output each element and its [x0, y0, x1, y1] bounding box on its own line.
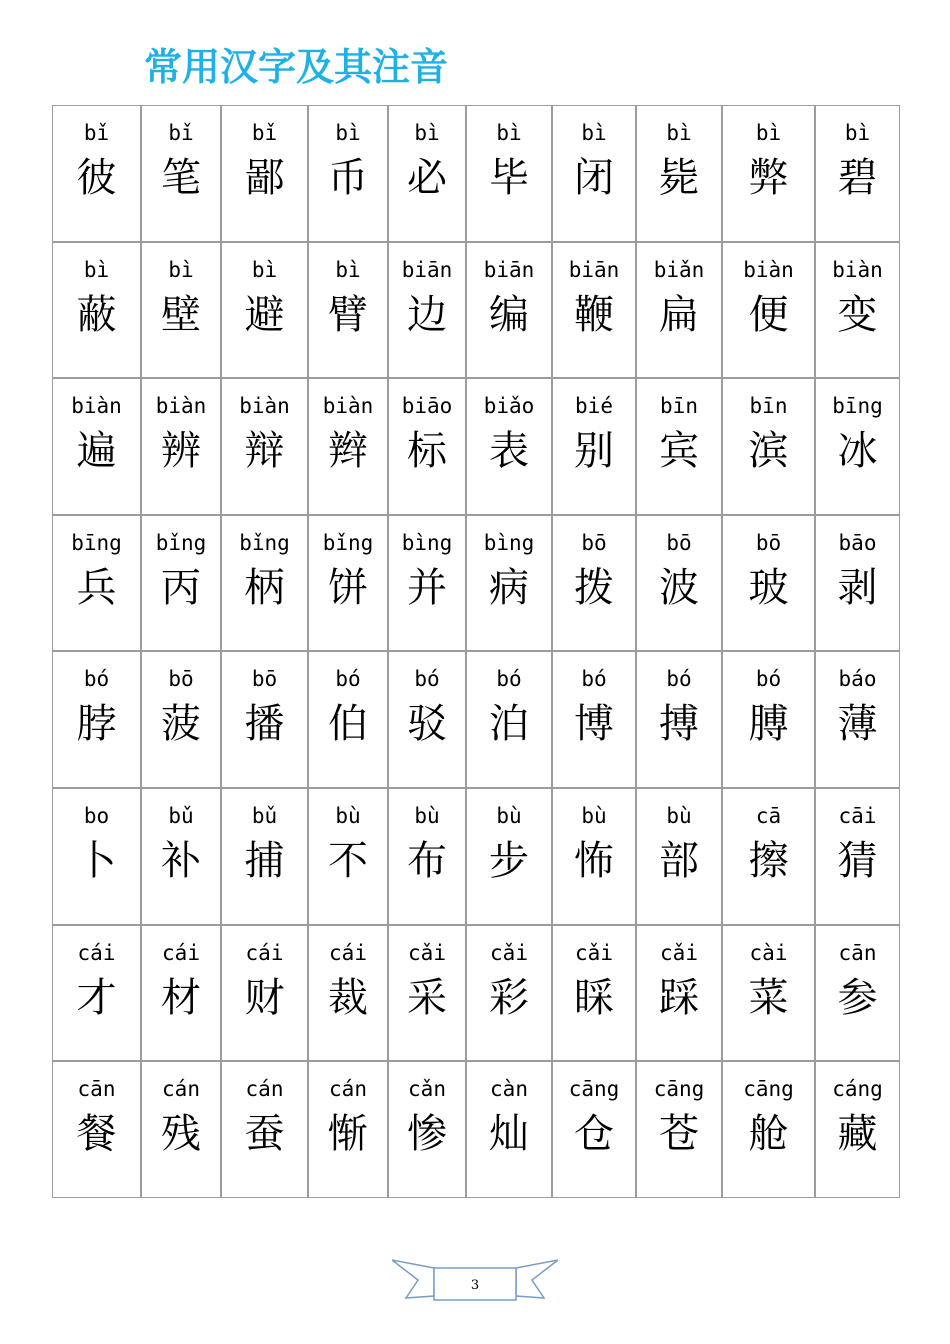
hanzi-character: 臂 [328, 291, 368, 338]
pinyin-label: bó [755, 667, 782, 692]
pinyin-label: bǐng [322, 530, 374, 555]
pinyin-label: biāo [401, 394, 453, 419]
pinyin-label: báo [838, 667, 877, 692]
page-number-ribbon [392, 1254, 558, 1306]
pinyin-label: cǎi [575, 940, 613, 965]
hanzi-character: 避 [244, 291, 285, 338]
hanzi-character: 参 [837, 974, 878, 1021]
hanzi-character: 蚕 [244, 1111, 285, 1158]
grid-cell [815, 105, 900, 242]
grid-cell [221, 105, 308, 242]
grid-cell [52, 242, 141, 379]
grid-cell [815, 925, 900, 1062]
grid-cell [52, 925, 141, 1062]
grid-cell [466, 788, 552, 925]
hanzi-character: 残 [161, 1111, 201, 1158]
pinyin-label: cán [245, 1077, 284, 1102]
hanzi-character: 补 [161, 837, 201, 884]
pinyin-label: bǔ [251, 803, 278, 828]
hanzi-character: 辩 [244, 428, 285, 475]
hanzi-character: 舱 [748, 1111, 789, 1158]
grid-cell [552, 1061, 636, 1198]
hanzi-character: 部 [659, 837, 699, 884]
hanzi-character: 饼 [328, 564, 368, 611]
grid-cell [552, 651, 636, 788]
pinyin-label: biàn [239, 394, 290, 419]
grid-cell [221, 788, 308, 925]
hanzi-character: 博 [574, 701, 614, 748]
hanzi-character: 材 [161, 974, 201, 1021]
pinyin-label: biǎo [483, 394, 535, 419]
pinyin-label: bì [581, 121, 607, 145]
grid-cell [815, 515, 900, 652]
grid-cell [388, 105, 466, 242]
pinyin-label: biǎn [653, 257, 705, 282]
grid-cell [636, 925, 722, 1062]
pinyin-label: bù [414, 803, 440, 828]
hanzi-character: 玻 [748, 564, 789, 611]
pinyin-label: bō [581, 530, 607, 555]
grid-cell [466, 378, 552, 515]
hanzi-character: 碧 [837, 155, 878, 201]
hanzi-character: 才 [76, 974, 117, 1021]
pinyin-label: bō [168, 667, 194, 692]
grid-row [52, 1061, 900, 1198]
grid-row [52, 515, 900, 652]
pinyin-label: bǐ [251, 121, 278, 145]
hanzi-character: 剥 [837, 564, 878, 611]
pinyin-label: bù [581, 803, 607, 828]
hanzi-character: 拨 [574, 564, 614, 611]
hanzi-character: 便 [748, 291, 789, 338]
hanzi-character: 宾 [659, 428, 699, 475]
pinyin-label: bù [496, 803, 522, 828]
hanzi-character: 伯 [328, 701, 368, 748]
grid-row [52, 378, 900, 515]
pinyin-label: biān [483, 257, 535, 282]
hanzi-character: 惨 [407, 1111, 447, 1158]
grid-cell [141, 1061, 221, 1198]
hanzi-character: 滨 [748, 428, 789, 475]
pinyin-label: bǐ [168, 121, 194, 145]
grid-cell [636, 105, 722, 242]
hanzi-character: 丙 [161, 564, 201, 611]
pinyin-label: bó [666, 667, 692, 692]
pinyin-label: bì [83, 257, 110, 282]
grid-cell [388, 651, 466, 788]
pinyin-label: cáng [832, 1077, 883, 1102]
pinyin-label: bó [414, 667, 440, 692]
hanzi-character: 裁 [328, 974, 368, 1021]
pinyin-label: bīn [749, 394, 788, 419]
hanzi-character: 边 [407, 291, 447, 338]
grid-cell [722, 788, 815, 925]
grid-cell [308, 378, 388, 515]
pinyin-label: biān [401, 257, 453, 282]
grid-cell [466, 925, 552, 1062]
pinyin-label: cán [329, 1077, 367, 1102]
hanzi-character: 并 [407, 564, 447, 611]
hanzi-character: 冰 [837, 428, 878, 475]
hanzi-character: 必 [407, 155, 447, 201]
grid-cell [221, 651, 308, 788]
pinyin-label: bō [755, 530, 782, 555]
pinyin-label: bīng [832, 394, 883, 419]
grid-cell [552, 378, 636, 515]
page-number: 3 [470, 1278, 480, 1293]
pinyin-label: cāi [838, 803, 877, 828]
hanzi-character: 财 [244, 974, 285, 1021]
grid-cell [636, 378, 722, 515]
grid-cell [221, 378, 308, 515]
hanzi-character: 标 [407, 428, 447, 475]
grid-cell [141, 378, 221, 515]
pinyin-label: càn [490, 1077, 528, 1102]
grid-cell [52, 105, 141, 242]
grid-cell [308, 1061, 388, 1198]
pinyin-label: bì [251, 257, 278, 282]
hanzi-character: 菜 [748, 974, 789, 1021]
pinyin-label: cā [755, 803, 782, 828]
pinyin-label: cāng [568, 1077, 620, 1102]
grid-cell [552, 105, 636, 242]
hanzi-character: 毙 [659, 155, 699, 201]
hanzi-character: 笔 [161, 155, 201, 201]
hanzi-character: 鄙 [244, 155, 285, 201]
grid-row [52, 925, 900, 1062]
pinyin-label: biàn [322, 394, 374, 419]
hanzi-character: 灿 [489, 1111, 529, 1158]
grid-cell [308, 651, 388, 788]
grid-cell [141, 925, 221, 1062]
grid-cell [141, 788, 221, 925]
hanzi-character: 兵 [76, 564, 117, 611]
hanzi-character: 蔽 [76, 291, 117, 338]
grid-cell [388, 925, 466, 1062]
pinyin-label: bo [83, 803, 110, 828]
grid-cell [815, 1061, 900, 1198]
grid-cell [552, 242, 636, 379]
hanzi-character: 薄 [837, 701, 878, 748]
grid-cell [466, 515, 552, 652]
grid-cell [722, 1061, 815, 1198]
hanzi-character: 膊 [748, 701, 789, 748]
grid-cell [141, 515, 221, 652]
hanzi-character: 脖 [76, 701, 117, 748]
grid-cell [141, 105, 221, 242]
pinyin-label: biàn [71, 394, 122, 419]
hanzi-character: 仓 [574, 1111, 614, 1158]
pinyin-label: bìng [401, 530, 453, 555]
pinyin-label: bié [575, 394, 613, 419]
hanzi-character: 病 [489, 564, 529, 611]
hanzi-character: 辫 [328, 428, 368, 475]
grid-cell [815, 651, 900, 788]
grid-cell [722, 925, 815, 1062]
hanzi-character: 猜 [837, 837, 878, 884]
grid-cell [722, 651, 815, 788]
hanzi-character: 播 [244, 701, 285, 748]
pinyin-label: bì [414, 121, 440, 145]
grid-cell [636, 242, 722, 379]
hanzi-character: 编 [489, 291, 529, 338]
pinyin-label: cán [162, 1077, 200, 1102]
grid-cell [722, 105, 815, 242]
hanzi-character: 遍 [76, 428, 117, 475]
pinyin-label: cǎi [408, 940, 446, 965]
grid-cell [552, 788, 636, 925]
hanzi-character: 变 [837, 291, 878, 338]
grid-cell [552, 925, 636, 1062]
pinyin-label: cái [329, 940, 367, 965]
grid-cell [52, 515, 141, 652]
grid-cell [221, 515, 308, 652]
pinyin-label: bīn [660, 394, 698, 419]
pinyin-label: cāng [653, 1077, 705, 1102]
grid-cell [141, 651, 221, 788]
pinyin-label: bì [168, 257, 194, 282]
hanzi-character: 别 [574, 428, 614, 475]
grid-cell [308, 788, 388, 925]
hanzi-character: 泊 [489, 701, 529, 748]
pinyin-label: biàn [743, 257, 794, 282]
hanzi-character: 卜 [76, 837, 117, 884]
hanzi-character: 踩 [659, 974, 699, 1021]
grid-cell [636, 515, 722, 652]
hanzi-character: 步 [489, 837, 529, 884]
hanzi-character: 壁 [161, 291, 201, 338]
hanzi-character: 惭 [328, 1111, 368, 1158]
grid-cell [466, 242, 552, 379]
grid-cell [308, 515, 388, 652]
pinyin-label: biàn [155, 394, 207, 419]
grid-cell [388, 242, 466, 379]
pinyin-label: cái [162, 940, 200, 965]
grid-row [52, 651, 900, 788]
grid-cell [52, 788, 141, 925]
pinyin-label: bó [496, 667, 522, 692]
pinyin-label: bīng [71, 530, 122, 555]
hanzi-character: 藏 [837, 1111, 878, 1158]
hanzi-character: 弊 [748, 155, 789, 201]
grid-cell [815, 378, 900, 515]
grid-cell [308, 925, 388, 1062]
pinyin-label: bìng [483, 530, 535, 555]
pinyin-label: bó [581, 667, 607, 692]
grid-cell [388, 1061, 466, 1198]
grid-cell [141, 242, 221, 379]
grid-cell [722, 242, 815, 379]
hanzi-character: 毕 [489, 155, 529, 201]
pinyin-label: bǐng [155, 530, 207, 555]
hanzi-grid [52, 105, 900, 1198]
pinyin-label: bì [335, 121, 361, 145]
grid-cell [466, 651, 552, 788]
pinyin-label: bì [496, 121, 522, 145]
grid-cell [636, 788, 722, 925]
hanzi-character: 波 [659, 564, 699, 611]
grid-cell [52, 378, 141, 515]
pinyin-label: bāo [838, 530, 877, 555]
hanzi-character: 菠 [161, 701, 201, 748]
pinyin-label: bǔ [168, 803, 194, 828]
grid-cell [221, 1061, 308, 1198]
hanzi-character: 彼 [76, 155, 117, 201]
pinyin-label: cái [245, 940, 284, 965]
grid-cell [636, 1061, 722, 1198]
hanzi-character: 擦 [748, 837, 789, 884]
pinyin-label: bì [666, 121, 692, 145]
grid-cell [388, 515, 466, 652]
pinyin-label: bō [251, 667, 278, 692]
hanzi-character: 不 [328, 837, 368, 884]
grid-cell [221, 925, 308, 1062]
hanzi-character: 表 [489, 428, 529, 475]
hanzi-character: 币 [328, 155, 368, 201]
hanzi-character: 柄 [244, 564, 285, 611]
grid-cell [722, 378, 815, 515]
grid-cell [466, 105, 552, 242]
pinyin-label: bǐ [83, 121, 110, 145]
grid-cell [815, 242, 900, 379]
hanzi-character: 彩 [489, 974, 529, 1021]
hanzi-character: 鞭 [574, 291, 614, 338]
pinyin-label: cǎi [660, 940, 698, 965]
hanzi-character: 闭 [574, 155, 614, 201]
pinyin-label: bù [335, 803, 361, 828]
pinyin-label: biàn [832, 257, 883, 282]
grid-cell [52, 651, 141, 788]
grid-cell [388, 788, 466, 925]
pinyin-label: cài [749, 940, 788, 965]
pinyin-label: bǐng [239, 530, 290, 555]
pinyin-label: cān [77, 1077, 116, 1102]
pinyin-label: bó [335, 667, 361, 692]
pinyin-label: bō [666, 530, 692, 555]
hanzi-character: 扁 [659, 291, 699, 338]
hanzi-character: 睬 [574, 974, 614, 1021]
grid-row [52, 242, 900, 379]
hanzi-character: 辨 [161, 428, 201, 475]
hanzi-character: 采 [407, 974, 447, 1021]
grid-cell [308, 242, 388, 379]
pinyin-label: bù [666, 803, 692, 828]
grid-cell [815, 788, 900, 925]
pinyin-label: cǎi [490, 940, 528, 965]
page-title: 常用汉字及其注音 [144, 45, 449, 89]
grid-cell [722, 515, 815, 652]
hanzi-character: 布 [407, 837, 447, 884]
grid-cell [388, 378, 466, 515]
grid-cell [636, 651, 722, 788]
pinyin-label: biān [568, 257, 620, 282]
hanzi-character: 搏 [659, 701, 699, 748]
hanzi-character: 餐 [76, 1111, 117, 1158]
grid-cell [466, 1061, 552, 1198]
pinyin-label: cāng [743, 1077, 794, 1102]
pinyin-label: cān [838, 940, 877, 965]
pinyin-label: bì [755, 121, 782, 145]
pinyin-label: cái [77, 940, 116, 965]
grid-row [52, 105, 900, 242]
pinyin-label: bì [844, 121, 871, 145]
grid-cell [308, 105, 388, 242]
pinyin-label: bó [83, 667, 110, 692]
grid-cell [221, 242, 308, 379]
grid-cell [552, 515, 636, 652]
hanzi-character: 怖 [574, 837, 614, 884]
hanzi-character: 捕 [244, 837, 285, 884]
pinyin-label: bì [335, 257, 361, 282]
hanzi-character: 驳 [407, 701, 447, 748]
grid-cell [52, 1061, 141, 1198]
grid-row [52, 788, 900, 925]
pinyin-label: cǎn [408, 1077, 446, 1102]
hanzi-character: 苍 [659, 1111, 699, 1158]
